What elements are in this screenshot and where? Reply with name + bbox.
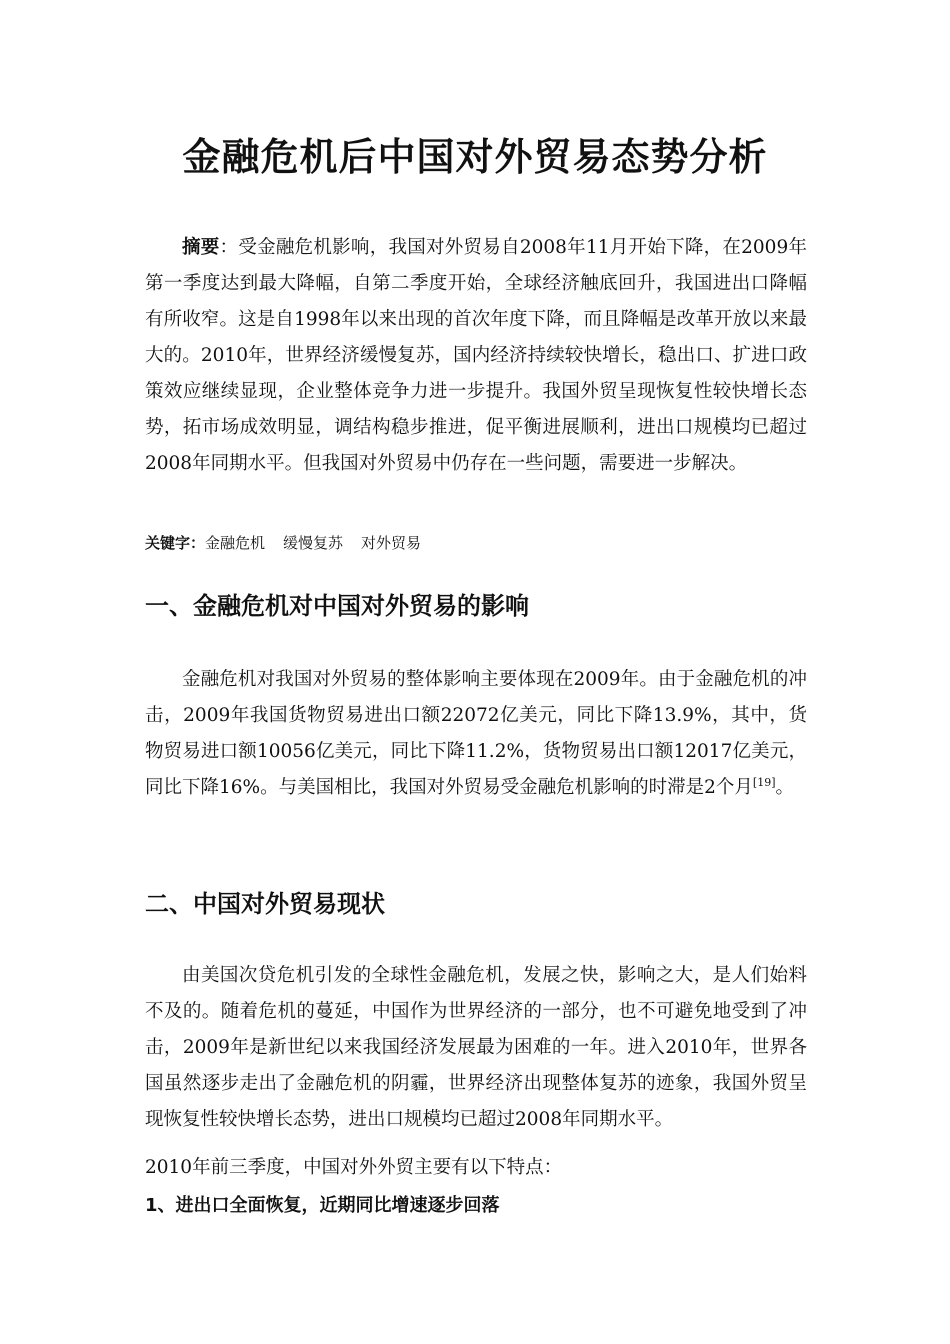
keywords-line xyxy=(145,532,439,553)
abstract-paragraph xyxy=(145,230,807,482)
abstract-colon: ： xyxy=(219,237,239,258)
abstract-text: 受金融危机影响，我国对外贸易自2008年11月开始下降，在2009年第一季度达到最大降幅，自第二季度开始，全球经济触底回升，我国进出口降幅有所收窄。这是自1998年以来出现的首次年度下降，而且降幅是改革开放以来最大的。2010年，世界经济缓慢复苏，国内经济持续较快增长，稳出口、扩进口政策效应继续显现，企业整体竞争力进一步提升。我国外贸呈现恢复性较快增长态势，拓市场成效明显，调结构稳步推进，促平衡进展顺利，进出口规模均已超过2008年同期水平。但我国对外贸易中仍存在一些问题，需要进一步解决。 xyxy=(145,237,807,474)
section1-end: 。 xyxy=(775,777,795,798)
section1-paragraph xyxy=(145,662,807,806)
subheading-1: 1、进出口全面恢复，近期同比增速逐步回落 xyxy=(145,1195,500,1216)
abstract-label: 摘要 xyxy=(182,237,220,258)
section1-text: 金融危机对我国对外贸易的整体影响主要体现在2009年。由于金融危机的冲击，2009年我国货物贸易进出口额22072亿美元，同比下降13.9%，其中，货物贸易进口额10056亿美元，同比下降11.2%，货物贸易出口额12017亿美元，同比下降16%。与美国相比，我国对外贸易受金融危机影响的时滞是2个月 xyxy=(145,669,807,798)
section-heading-2: 二、中国对外贸易现状 xyxy=(145,890,385,918)
section2-paragraph: 由美国次贷危机引发的全球性金融危机，发展之快，影响之大，是人们始料不及的。随着危机的蔓延，中国作为世界经济的一部分，也不可避免地受到了冲击，2009年是新世纪以来我国经济发展最为困难的一年。进入2010年，世界各国虽然逐步走出了金融危机的阴霾，世界经济出现整体复苏的迹象，我国外贸呈现恢复性较快增长态势，进出口规模均已超过2008年同期水平。 xyxy=(145,965,807,1130)
keywords-label: 关键字： xyxy=(145,534,206,552)
document-title: 金融危机后中国对外贸易态势分析 xyxy=(182,135,768,179)
section2-intro: 2010年前三季度，中国对外外贸主要有以下特点： xyxy=(145,1157,563,1178)
citation-marker: [19] xyxy=(752,775,776,789)
section-heading-1: 一、金融危机对中国对外贸易的影响 xyxy=(145,592,529,620)
keyword-item: 缓慢复苏 xyxy=(283,534,344,552)
keyword-item: 对外贸易 xyxy=(361,534,422,552)
keyword-item: 金融危机 xyxy=(205,534,266,552)
